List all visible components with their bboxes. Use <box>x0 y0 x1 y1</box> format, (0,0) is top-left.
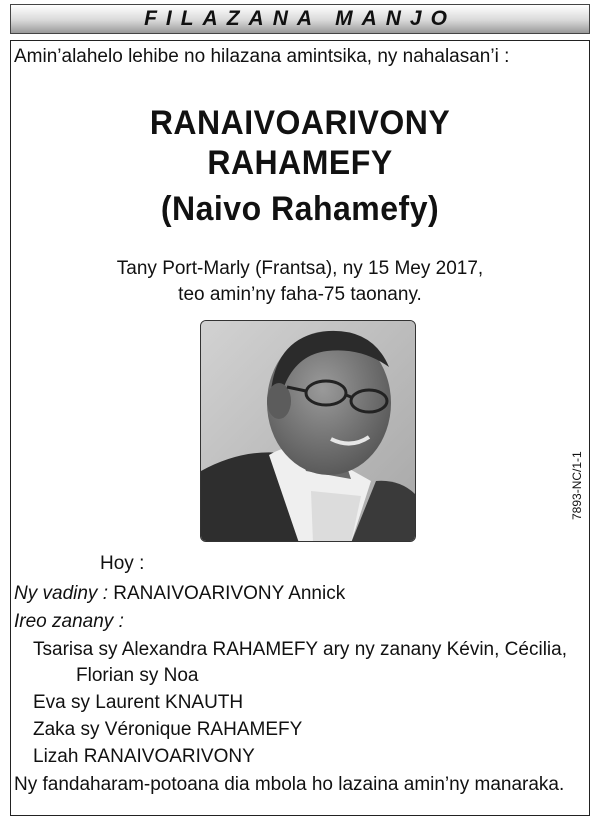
child-line: Zaka sy Véronique RAHAMEFY <box>33 719 303 740</box>
header-title: FILAZANA MANJO <box>144 7 456 30</box>
hoy-label: Hoy : <box>100 553 145 574</box>
portrait-illustration <box>201 321 416 542</box>
child-line: Lizah RANAIVOARIVONY <box>33 746 255 767</box>
intro-text: Amin’alahelo lehibe no hilazana amintsika, ny nahalasan’i : <box>14 46 510 67</box>
deceased-name-line2: RAHAMEFY <box>207 142 393 182</box>
place-date-line1: Tany Port-Marly (Frantsa), ny 15 Mey 2017, <box>116 258 484 279</box>
child-line: Eva sy Laurent KNAUTH <box>33 692 244 713</box>
child-line: Tsarisa sy Alexandra RAHAMEFY ary ny zanany Kévin, Cécilia, <box>33 639 567 660</box>
deceased-nickname: (Naivo Rahamefy) <box>160 188 440 228</box>
children-label: Ireo zanany : <box>14 611 124 632</box>
deceased-name-line1: RANAIVOARIVONY <box>149 102 451 142</box>
child-line: Florian sy Noa <box>76 665 199 686</box>
spouse-name: RANAIVOARIVONY Annick <box>113 583 346 604</box>
spouse-line <box>14 583 345 605</box>
header-banner <box>10 4 590 34</box>
reference-code: 7893-NC/1-1 <box>570 451 584 520</box>
closing-text: Ny fandaharam-potoana dia mbola ho lazaina amin’ny manaraka. <box>14 774 565 795</box>
age-line: teo amin’ny faha-75 taonany. <box>178 284 422 305</box>
portrait-photo <box>200 320 416 542</box>
spouse-label: Ny vadiny : <box>14 583 108 604</box>
